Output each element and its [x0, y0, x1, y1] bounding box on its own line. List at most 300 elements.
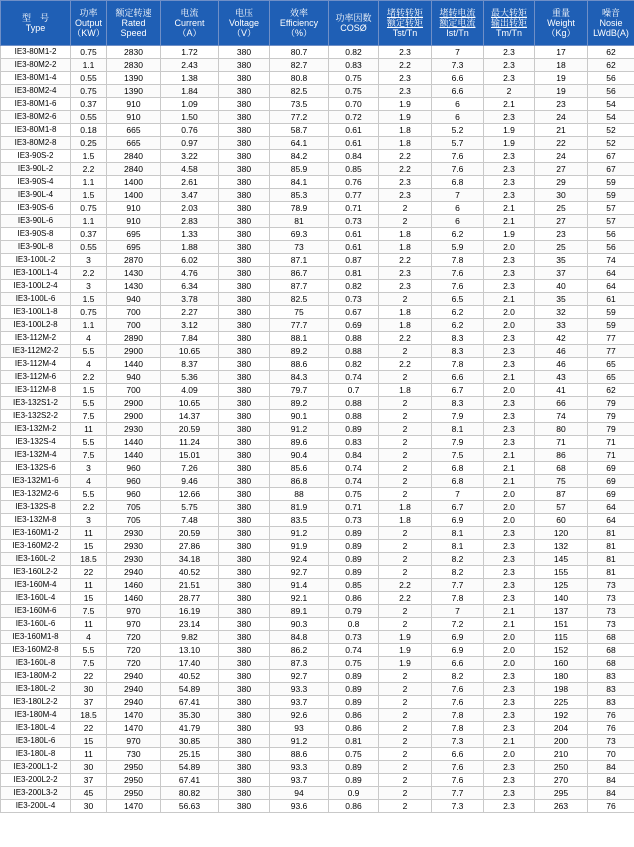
value-cell: 0.7 — [329, 384, 379, 397]
model-cell: IE3-160M-4 — [1, 579, 71, 592]
value-cell: 2.2 — [379, 59, 432, 72]
value-cell: 380 — [219, 605, 270, 618]
value-cell: 0.89 — [329, 683, 379, 696]
value-cell: 380 — [219, 579, 270, 592]
value-cell: 2.3 — [484, 800, 535, 813]
value-cell: 7.6 — [432, 683, 484, 696]
column-header-zh: 功率 — [79, 8, 98, 18]
value-cell: 2.2 — [379, 163, 432, 176]
value-cell: 380 — [219, 345, 270, 358]
value-cell: 0.79 — [329, 605, 379, 618]
value-cell: 1470 — [107, 722, 161, 735]
column-header — [107, 1, 161, 46]
value-cell: 0.84 — [329, 449, 379, 462]
value-cell: 2.3 — [484, 410, 535, 423]
value-cell: 380 — [219, 618, 270, 631]
value-cell: 7.5 — [71, 657, 107, 670]
model-cell: IE3-90S-4 — [1, 176, 71, 189]
value-cell: 1.5 — [71, 150, 107, 163]
value-cell: 30 — [535, 189, 588, 202]
value-cell: 0.69 — [329, 319, 379, 332]
value-cell: 380 — [219, 657, 270, 670]
model-cell: IE3-80M2-6 — [1, 111, 71, 124]
value-cell: 2.3 — [484, 423, 535, 436]
table-row — [1, 540, 634, 553]
value-cell: 59 — [588, 319, 634, 332]
value-cell: 0.83 — [329, 59, 379, 72]
value-cell: 380 — [219, 176, 270, 189]
value-cell: 60 — [535, 514, 588, 527]
value-cell: 2.3 — [379, 280, 432, 293]
table-row — [1, 644, 634, 657]
model-cell: IE3-160L-2 — [1, 553, 71, 566]
value-cell: 970 — [107, 605, 161, 618]
value-cell: 0.85 — [329, 579, 379, 592]
value-cell: 30.85 — [161, 735, 219, 748]
value-cell: 6.9 — [432, 631, 484, 644]
model-cell: IE3-200L-4 — [1, 800, 71, 813]
value-cell: 5.36 — [161, 371, 219, 384]
value-cell: 77 — [588, 332, 634, 345]
value-cell: 15.01 — [161, 449, 219, 462]
model-cell: IE3-100L1-8 — [1, 306, 71, 319]
value-cell: 1.8 — [379, 124, 432, 137]
value-cell: 65 — [588, 358, 634, 371]
value-cell: 380 — [219, 787, 270, 800]
value-cell: 91.2 — [270, 423, 329, 436]
table-row — [1, 371, 634, 384]
value-cell: 90.3 — [270, 618, 329, 631]
value-cell: 92.6 — [270, 709, 329, 722]
value-cell: 81 — [588, 553, 634, 566]
value-cell: 1.84 — [161, 85, 219, 98]
value-cell: 2.3 — [379, 46, 432, 59]
value-cell: 910 — [107, 215, 161, 228]
value-cell: 22 — [71, 566, 107, 579]
table-row — [1, 345, 634, 358]
value-cell: 7 — [432, 189, 484, 202]
value-cell: 380 — [219, 410, 270, 423]
column-header — [161, 1, 219, 46]
value-cell: 67.41 — [161, 696, 219, 709]
value-cell: 2 — [379, 748, 432, 761]
value-cell: 380 — [219, 748, 270, 761]
value-cell: 2 — [379, 436, 432, 449]
value-cell: 0.87 — [329, 254, 379, 267]
value-cell: 0.37 — [71, 98, 107, 111]
value-cell: 73 — [588, 592, 634, 605]
value-cell: 0.89 — [329, 553, 379, 566]
value-cell: 2.3 — [484, 579, 535, 592]
value-cell: 380 — [219, 332, 270, 345]
value-cell: 2890 — [107, 332, 161, 345]
value-cell: 92.1 — [270, 592, 329, 605]
value-cell: 21.51 — [161, 579, 219, 592]
value-cell: 1.33 — [161, 228, 219, 241]
value-cell: 198 — [535, 683, 588, 696]
value-cell: 2930 — [107, 540, 161, 553]
value-cell: 1.9 — [379, 98, 432, 111]
value-cell: 6.6 — [432, 657, 484, 670]
model-cell: IE3-90L-6 — [1, 215, 71, 228]
value-cell: 7.6 — [432, 280, 484, 293]
value-cell: 1.9 — [379, 644, 432, 657]
value-cell: 1.1 — [71, 176, 107, 189]
value-cell: 57 — [588, 202, 634, 215]
model-cell: IE3-132M-8 — [1, 514, 71, 527]
model-cell: IE3-160L-6 — [1, 618, 71, 631]
value-cell: 54.89 — [161, 761, 219, 774]
value-cell: 6.9 — [432, 644, 484, 657]
value-cell: 2.2 — [379, 254, 432, 267]
value-cell: 16.19 — [161, 605, 219, 618]
value-cell: 30 — [71, 800, 107, 813]
value-cell: 2.3 — [484, 540, 535, 553]
value-cell: 23.14 — [161, 618, 219, 631]
value-cell: 7.7 — [432, 579, 484, 592]
table-row — [1, 215, 634, 228]
value-cell: 2.3 — [484, 59, 535, 72]
value-cell: 37 — [71, 696, 107, 709]
value-cell: 0.75 — [329, 85, 379, 98]
value-cell: 380 — [219, 722, 270, 735]
value-cell: 0.75 — [71, 202, 107, 215]
value-cell: 2.3 — [379, 189, 432, 202]
value-cell: 81 — [270, 215, 329, 228]
value-cell: 23 — [535, 98, 588, 111]
value-cell: 73 — [588, 579, 634, 592]
column-header-en: 输出转矩 — [490, 18, 527, 28]
value-cell: 56 — [588, 72, 634, 85]
value-cell: 1.50 — [161, 111, 219, 124]
value-cell: 67 — [588, 163, 634, 176]
value-cell: 2.3 — [379, 176, 432, 189]
model-cell: IE3-100L-6 — [1, 293, 71, 306]
value-cell: 6 — [432, 215, 484, 228]
model-cell: IE3-160M1-8 — [1, 631, 71, 644]
value-cell: 70 — [588, 748, 634, 761]
value-cell: 665 — [107, 137, 161, 150]
value-cell: 0.89 — [329, 566, 379, 579]
value-cell: 4 — [71, 631, 107, 644]
value-cell: 64 — [588, 501, 634, 514]
value-cell: 0.84 — [329, 150, 379, 163]
value-cell: 81.9 — [270, 501, 329, 514]
value-cell: 27.86 — [161, 540, 219, 553]
value-cell: 0.72 — [329, 111, 379, 124]
value-cell: 10.65 — [161, 345, 219, 358]
value-cell: 1.8 — [379, 514, 432, 527]
value-cell: 2900 — [107, 410, 161, 423]
value-cell: 3.78 — [161, 293, 219, 306]
column-header-en2: Tm/Tn — [496, 28, 522, 38]
value-cell: 75 — [270, 306, 329, 319]
value-cell: 380 — [219, 488, 270, 501]
value-cell: 1.9 — [379, 631, 432, 644]
value-cell: 2.3 — [484, 527, 535, 540]
value-cell: 2.0 — [484, 748, 535, 761]
value-cell: 90.4 — [270, 449, 329, 462]
value-cell: 1460 — [107, 592, 161, 605]
value-cell: 6.6 — [432, 85, 484, 98]
value-cell: 79.7 — [270, 384, 329, 397]
value-cell: 66 — [535, 397, 588, 410]
value-cell: 700 — [107, 319, 161, 332]
value-cell: 6 — [432, 111, 484, 124]
table-row — [1, 202, 634, 215]
value-cell: 2 — [379, 423, 432, 436]
value-cell: 380 — [219, 735, 270, 748]
value-cell: 6.34 — [161, 280, 219, 293]
value-cell: 2.0 — [484, 241, 535, 254]
value-cell: 0.89 — [329, 527, 379, 540]
column-header-zh: 电压 — [234, 8, 253, 18]
value-cell: 2.3 — [484, 111, 535, 124]
value-cell: 76 — [588, 709, 634, 722]
value-cell: 2 — [379, 540, 432, 553]
value-cell: 6.5 — [432, 293, 484, 306]
value-cell: 37 — [535, 267, 588, 280]
value-cell: 1440 — [107, 358, 161, 371]
value-cell: 33 — [535, 319, 588, 332]
value-cell: 2 — [379, 566, 432, 579]
value-cell: 90.1 — [270, 410, 329, 423]
value-cell: 2 — [379, 696, 432, 709]
value-cell: 7.5 — [71, 449, 107, 462]
table-row — [1, 553, 634, 566]
value-cell: 2.3 — [484, 553, 535, 566]
model-cell: IE3-90L-8 — [1, 241, 71, 254]
value-cell: 1.9 — [484, 124, 535, 137]
table-row — [1, 657, 634, 670]
value-cell: 77.2 — [270, 111, 329, 124]
value-cell: 2.3 — [484, 683, 535, 696]
value-cell: 5.5 — [71, 644, 107, 657]
value-cell: 380 — [219, 189, 270, 202]
value-cell: 2830 — [107, 46, 161, 59]
value-cell: 54 — [588, 111, 634, 124]
value-cell: 6.6 — [432, 748, 484, 761]
column-header-en: Output — [74, 18, 103, 28]
value-cell: 87 — [535, 488, 588, 501]
value-cell: 12.66 — [161, 488, 219, 501]
value-cell: 2 — [379, 618, 432, 631]
value-cell: 32 — [535, 306, 588, 319]
column-header-zh: 堵转转矩 — [386, 8, 423, 18]
table-row — [1, 150, 634, 163]
value-cell: 1.9 — [484, 137, 535, 150]
value-cell: 61 — [588, 293, 634, 306]
model-cell: IE3-160M2-8 — [1, 644, 71, 657]
value-cell: 0.75 — [329, 657, 379, 670]
column-header-en: Type — [25, 23, 46, 33]
value-cell: 84.3 — [270, 371, 329, 384]
value-cell: 35.30 — [161, 709, 219, 722]
value-cell: 7.6 — [432, 761, 484, 774]
table-row — [1, 462, 634, 475]
model-cell: IE3-90S-8 — [1, 228, 71, 241]
value-cell: 2.3 — [379, 267, 432, 280]
value-cell: 73 — [270, 241, 329, 254]
value-cell: 695 — [107, 241, 161, 254]
value-cell: 151 — [535, 618, 588, 631]
value-cell: 85.9 — [270, 163, 329, 176]
value-cell: 1.8 — [379, 306, 432, 319]
value-cell: 2 — [379, 735, 432, 748]
value-cell: 0.89 — [329, 670, 379, 683]
value-cell: 2950 — [107, 761, 161, 774]
value-cell: 0.75 — [71, 306, 107, 319]
value-cell: 2950 — [107, 774, 161, 787]
value-cell: 3.47 — [161, 189, 219, 202]
value-cell: 8.37 — [161, 358, 219, 371]
value-cell: 0.88 — [329, 410, 379, 423]
value-cell: 52 — [588, 124, 634, 137]
value-cell: 1.9 — [379, 111, 432, 124]
column-header-en2: （KW） — [72, 28, 105, 38]
value-cell: 8.3 — [432, 345, 484, 358]
model-cell: IE3-200L3-2 — [1, 787, 71, 800]
value-cell: 2840 — [107, 163, 161, 176]
value-cell: 8.1 — [432, 527, 484, 540]
value-cell: 0.8 — [329, 618, 379, 631]
value-cell: 87.3 — [270, 657, 329, 670]
value-cell: 2830 — [107, 59, 161, 72]
value-cell: 2.1 — [484, 371, 535, 384]
value-cell: 81 — [588, 527, 634, 540]
value-cell: 3.12 — [161, 319, 219, 332]
column-header-en2: （Kg） — [546, 28, 576, 38]
value-cell: 88.6 — [270, 748, 329, 761]
value-cell: 6.6 — [432, 371, 484, 384]
value-cell: 960 — [107, 488, 161, 501]
value-cell: 380 — [219, 280, 270, 293]
value-cell: 73 — [588, 618, 634, 631]
value-cell: 83 — [588, 683, 634, 696]
value-cell: 2930 — [107, 553, 161, 566]
value-cell: 0.88 — [329, 345, 379, 358]
value-cell: 2.3 — [484, 397, 535, 410]
value-cell: 92.7 — [270, 670, 329, 683]
value-cell: 7.6 — [432, 696, 484, 709]
value-cell: 1.9 — [484, 228, 535, 241]
model-cell: IE3-100L1-4 — [1, 267, 71, 280]
value-cell: 380 — [219, 85, 270, 98]
model-cell: IE3-80M1-6 — [1, 98, 71, 111]
model-cell: IE3-100L-2 — [1, 254, 71, 267]
value-cell: 2 — [379, 553, 432, 566]
value-cell: 2.3 — [484, 566, 535, 579]
value-cell: 69 — [588, 488, 634, 501]
value-cell: 54.89 — [161, 683, 219, 696]
value-cell: 2 — [379, 397, 432, 410]
value-cell: 56.63 — [161, 800, 219, 813]
value-cell: 4 — [71, 332, 107, 345]
value-cell: 0.73 — [329, 631, 379, 644]
value-cell: 0.83 — [329, 436, 379, 449]
value-cell: 45 — [71, 787, 107, 800]
model-cell: IE3-112M-6 — [1, 371, 71, 384]
value-cell: 2.2 — [379, 579, 432, 592]
value-cell: 1.88 — [161, 241, 219, 254]
value-cell: 93 — [270, 722, 329, 735]
value-cell: 145 — [535, 553, 588, 566]
value-cell: 82.7 — [270, 59, 329, 72]
value-cell: 20.59 — [161, 527, 219, 540]
value-cell: 58.7 — [270, 124, 329, 137]
value-cell: 720 — [107, 657, 161, 670]
value-cell: 46 — [535, 345, 588, 358]
value-cell: 82.5 — [270, 293, 329, 306]
value-cell: 0.86 — [329, 709, 379, 722]
value-cell: 84.2 — [270, 150, 329, 163]
value-cell: 1.8 — [379, 228, 432, 241]
value-cell: 160 — [535, 657, 588, 670]
value-cell: 1400 — [107, 189, 161, 202]
table-row — [1, 397, 634, 410]
value-cell: 64.1 — [270, 137, 329, 150]
column-header — [432, 1, 484, 46]
column-header-en2: （%） — [285, 28, 312, 38]
value-cell: 0.86 — [329, 592, 379, 605]
value-cell: 204 — [535, 722, 588, 735]
value-cell: 2 — [484, 85, 535, 98]
value-cell: 2.0 — [484, 306, 535, 319]
value-cell: 71 — [588, 436, 634, 449]
model-cell: IE3-180L-2 — [1, 683, 71, 696]
value-cell: 380 — [219, 527, 270, 540]
column-header — [484, 1, 535, 46]
value-cell: 68 — [588, 657, 634, 670]
value-cell: 380 — [219, 553, 270, 566]
value-cell: 30 — [71, 761, 107, 774]
table-row — [1, 46, 634, 59]
value-cell: 84 — [588, 787, 634, 800]
value-cell: 7 — [432, 488, 484, 501]
model-cell: IE3-80M2-2 — [1, 59, 71, 72]
value-cell: 89.2 — [270, 397, 329, 410]
table-row — [1, 319, 634, 332]
model-cell: IE3-80M2-8 — [1, 137, 71, 150]
value-cell: 4.58 — [161, 163, 219, 176]
value-cell: 1.8 — [379, 137, 432, 150]
value-cell: 380 — [219, 150, 270, 163]
value-cell: 380 — [219, 215, 270, 228]
value-cell: 380 — [219, 540, 270, 553]
value-cell: 0.76 — [161, 124, 219, 137]
value-cell: 2.2 — [71, 501, 107, 514]
value-cell: 0.81 — [329, 267, 379, 280]
value-cell: 68 — [588, 631, 634, 644]
value-cell: 0.76 — [329, 176, 379, 189]
value-cell: 1440 — [107, 436, 161, 449]
table-row — [1, 579, 634, 592]
table-body — [1, 46, 634, 813]
table-row — [1, 267, 634, 280]
value-cell: 64 — [588, 267, 634, 280]
value-cell: 5.5 — [71, 488, 107, 501]
value-cell: 2 — [379, 462, 432, 475]
value-cell: 2 — [379, 410, 432, 423]
value-cell: 29 — [535, 176, 588, 189]
value-cell: 2 — [379, 800, 432, 813]
value-cell: 6.8 — [432, 475, 484, 488]
value-cell: 24 — [535, 111, 588, 124]
value-cell: 75 — [535, 475, 588, 488]
value-cell: 3 — [71, 280, 107, 293]
value-cell: 0.70 — [329, 98, 379, 111]
value-cell: 705 — [107, 501, 161, 514]
